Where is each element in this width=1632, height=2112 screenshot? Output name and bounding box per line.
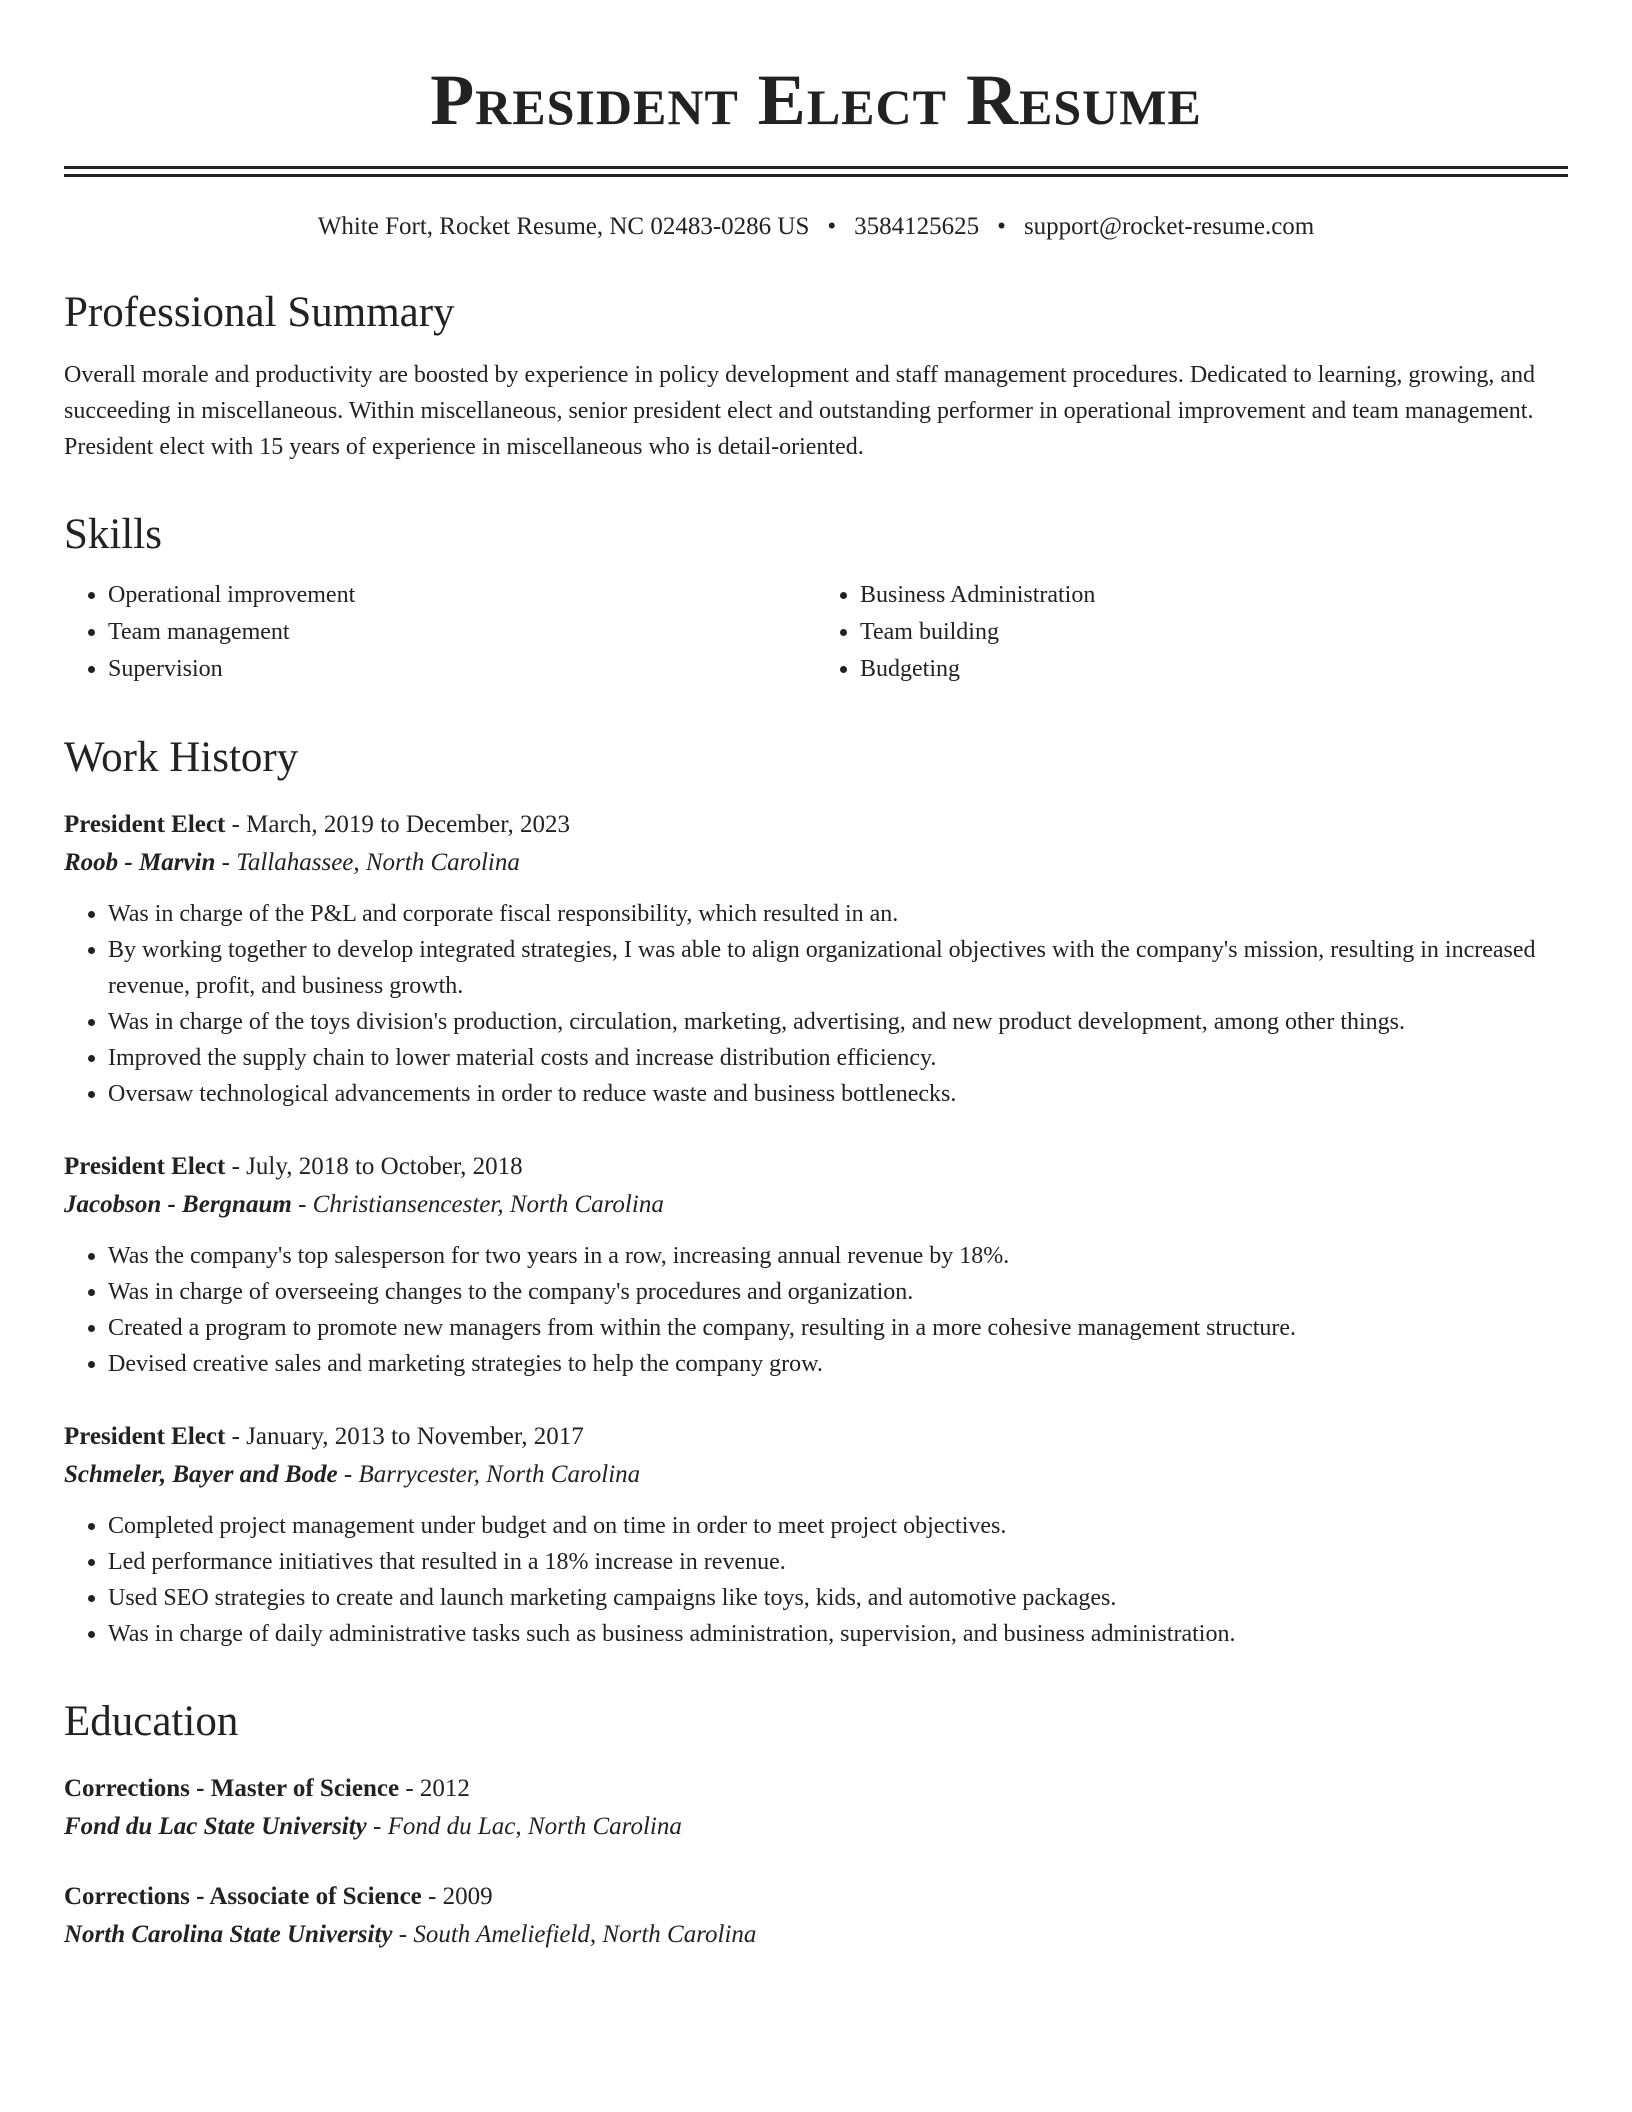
title-double-rule: [64, 166, 1568, 177]
job-dash: -: [225, 811, 247, 838]
education-heading: Education: [64, 1698, 239, 1745]
skill-item: • Supervision: [108, 651, 816, 688]
duty-item: • Improved the supply chain to lower material costs and increase distribution efficiency.: [108, 1040, 1568, 1076]
job-dates: January, 2013 to November, 2017: [246, 1423, 584, 1450]
job-location: Tallahassee, North Carolina: [236, 849, 520, 876]
skill-item: • Operational improvement: [108, 577, 816, 614]
skill-item: • Team management: [108, 614, 816, 651]
skill-item: • Team building: [860, 614, 1568, 651]
degree-year: 2009: [442, 1883, 493, 1910]
contact-line: [64, 211, 1568, 243]
degree-dash: -: [421, 1883, 443, 1910]
job-dash: -: [215, 849, 237, 876]
degree-name: Corrections - Master of Science: [64, 1775, 400, 1802]
job-title-line: [64, 806, 1568, 844]
duty-item: • Created a program to promote new managers from within the company, resulting in a more cohesive management structure.: [108, 1310, 1568, 1346]
school-location: South Ameliefield, North Carolina: [413, 1921, 757, 1948]
skill-item: • Budgeting: [860, 651, 1568, 688]
job-title: President Elect: [64, 1153, 226, 1180]
duty-item: • Was the company's top salesperson for two years in a row, increasing annual revenue by 18%.: [108, 1238, 1568, 1274]
job-duties: [64, 1508, 1568, 1652]
duty-item: • Was in charge of the P&L and corporate fiscal responsibility, which resulted in an.: [108, 896, 1568, 932]
job-entry: [64, 1418, 1568, 1652]
job-duties: [64, 1238, 1568, 1382]
duty-item: • Was in charge of overseeing changes to the company's procedures and organization.: [108, 1274, 1568, 1310]
duty-item: • Oversaw technological advancements in order to reduce waste and business bottlenecks.: [108, 1076, 1568, 1112]
job-company-line: [64, 1186, 1568, 1224]
education-entry: [64, 1770, 1568, 1846]
job-company-line: [64, 1456, 1568, 1494]
degree-dash: -: [399, 1775, 420, 1802]
job-title: President Elect: [64, 1423, 226, 1450]
job-company: Roob - Marvin: [64, 849, 216, 876]
job-dates: March, 2019 to December, 2023: [246, 811, 571, 838]
job-title-line: [64, 1148, 1568, 1186]
degree-line: [64, 1878, 1568, 1916]
degree-year: 2012: [419, 1775, 470, 1802]
duty-item: • By working together to develop integrated strategies, I was able to align organizational objectives with the company's mission, resulting in increased revenue, profit, and business growth.: [108, 932, 1568, 1004]
education-entry: [64, 1878, 1568, 1954]
contact-phone: 3584125625: [854, 213, 980, 240]
skills-column-left: [64, 577, 816, 688]
duty-item: • Was in charge of daily administrative tasks such as business administration, supervision, and business administration.: [108, 1616, 1568, 1652]
summary-text: Overall morale and productivity are boosted by experience in policy development and staff management procedures. Dedicated to learning, growing, and succeeding in miscellaneous. Within miscellaneous, senior president elect and outstanding performer in operational improvement and team management. President elect with 15 years of experience in miscellaneous who is detail-oriented.: [64, 362, 1536, 460]
duty-item: • Used SEO strategies to create and launch marketing campaigns like toys, kids, and automotive packages.: [108, 1580, 1568, 1616]
job-dash: -: [225, 1153, 247, 1180]
school-line: [64, 1916, 1568, 1954]
job-location: Christiansencester, North Carolina: [312, 1191, 664, 1218]
school-name: North Carolina State University: [64, 1921, 393, 1948]
summary-heading: Professional Summary: [64, 289, 455, 336]
job-location: Barrycester, North Carolina: [358, 1461, 641, 1488]
school-dash: -: [392, 1921, 414, 1948]
duty-item: • Completed project management under budget and on time in order to meet project objectives.: [108, 1508, 1568, 1544]
school-dash: -: [366, 1813, 388, 1840]
job-company: Schmeler, Bayer and Bode: [64, 1461, 338, 1488]
skill-item: • Business Administration: [860, 577, 1568, 614]
degree-line: [64, 1770, 1568, 1808]
school-name: Fond du Lac State University: [64, 1813, 367, 1840]
skills-heading: Skills: [64, 511, 162, 558]
skills-list: [64, 577, 1568, 688]
duty-item: • Was in charge of the toys division's production, circulation, marketing, advertising, and new product development, among other things.: [108, 1004, 1568, 1040]
skills-column-right: [816, 577, 1568, 688]
contact-address: White Fort, Rocket Resume, NC 02483-0286 US: [317, 213, 810, 240]
job-dash: -: [337, 1461, 359, 1488]
job-title: President Elect: [64, 811, 226, 838]
school-location: Fond du Lac, North Carolina: [387, 1813, 682, 1840]
job-duties: [64, 896, 1568, 1112]
job-dash: -: [225, 1423, 247, 1450]
job-company: Jacobson - Bergnaum: [64, 1191, 292, 1218]
job-dates: July, 2018 to October, 2018: [246, 1153, 523, 1180]
degree-name: Corrections - Associate of Science: [64, 1883, 422, 1910]
contact-email: support@rocket-resume.com: [1023, 213, 1315, 240]
school-line: [64, 1808, 1568, 1846]
job-company-line: [64, 844, 1568, 882]
job-entry: [64, 806, 1568, 1112]
duty-item: • Devised creative sales and marketing strategies to help the company grow.: [108, 1346, 1568, 1382]
contact-separator: •: [997, 213, 1006, 240]
contact-separator: •: [827, 213, 837, 240]
job-title-line: [64, 1418, 1568, 1456]
job-entry: [64, 1148, 1568, 1382]
resume-title: President Elect Resume: [430, 60, 1202, 140]
duty-item: • Led performance initiatives that resulted in a 18% increase in revenue.: [108, 1544, 1568, 1580]
work-history-heading: Work History: [64, 734, 299, 781]
job-dash: -: [291, 1191, 313, 1218]
